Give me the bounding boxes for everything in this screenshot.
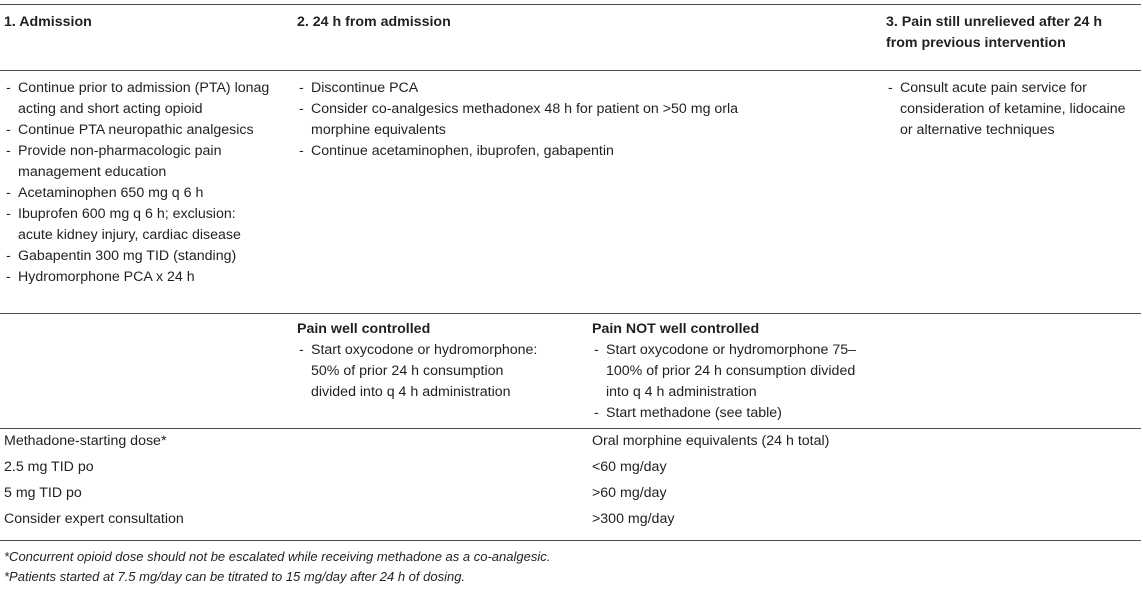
methadone-ome-row-3: >300 mg/day <box>592 511 675 527</box>
pain-not-well-controlled-list <box>592 340 867 424</box>
list-item: - Start oxycodone or hydromorphone: 50% of prior 24 h consumption divided into q 4 h administration <box>297 340 552 403</box>
admission-list <box>4 78 274 288</box>
list-item: - Acetaminophen 650 mg q 6 h <box>4 183 274 204</box>
list-item: - Start methadone (see table) <box>592 403 867 424</box>
column-header-24h: 2. 24 h from admission <box>297 14 451 30</box>
list-item: - Continue acetaminophen, ibuprofen, gabapentin <box>297 141 792 162</box>
list-item: - Consider co-analgesics methadonex 48 h for patient on >50 mg orla morphine equivalents <box>297 99 792 141</box>
list-item: - Consult acute pain service for consideration of ketamine, lidocaine or alternative techniques <box>886 78 1134 141</box>
unrelieved-list <box>886 78 1134 141</box>
list-item: - Gabapentin 300 mg TID (standing) <box>4 246 274 267</box>
methadone-dose-row-2: 5 mg TID po <box>4 485 82 501</box>
column-header-unrelieved-line1: 3. Pain still unrelieved after 24 h <box>886 14 1103 30</box>
footnotes <box>4 547 1134 587</box>
rule-top <box>0 4 1141 5</box>
methadone-header-dose: Methadone-starting dose* <box>4 433 167 449</box>
list-item: - Start oxycodone or hydromorphone 75–100% of prior 24 h consumption divided into q 4 h administration <box>592 340 867 403</box>
rule-after-control-rows <box>0 428 1141 429</box>
methadone-dose-row-1: 2.5 mg TID po <box>4 459 94 475</box>
pain-well-controlled-cell <box>297 319 552 403</box>
list-item: - Continue PTA neuropathic analgesics <box>4 120 274 141</box>
footnote-1: *Concurrent opioid dose should not be escalated while receiving methadone as a co-analgesic. <box>4 549 551 564</box>
methadone-ome-row-1: <60 mg/day <box>592 459 667 475</box>
list-item: - Ibuprofen 600 mg q 6 h; exclusion: acute kidney injury, cardiac disease <box>4 204 274 246</box>
list-item: - Provide non-pharmacologic pain management education <box>4 141 274 183</box>
rule-after-header <box>0 70 1141 71</box>
methadone-ome-row-2: >60 mg/day <box>592 485 667 501</box>
pain-not-well-controlled-cell <box>592 319 867 424</box>
rule-bottom <box>0 540 1141 541</box>
methadone-dose-row-3: Consider expert consultation <box>4 511 184 527</box>
pain-well-controlled-title: Pain well controlled <box>297 321 431 337</box>
column-header-admission: 1. Admission <box>4 14 92 30</box>
pain-well-controlled-list <box>297 340 552 403</box>
list-item: - Continue prior to admission (PTA) lonag acting and short acting opioid <box>4 78 274 120</box>
column-header-unrelieved <box>886 12 1136 54</box>
methadone-header-ome: Oral morphine equivalents (24 h total) <box>592 433 830 449</box>
column-header-unrelieved-line2: from previous intervention <box>886 35 1066 51</box>
list-item: - Hydromorphone PCA x 24 h <box>4 267 274 288</box>
pain-not-well-controlled-title: Pain NOT well controlled <box>592 321 760 337</box>
day24-list <box>297 78 792 162</box>
footnote-2: *Patients started at 7.5 mg/day can be titrated to 15 mg/day after 24 h of dosing. <box>4 569 466 584</box>
rule-after-phase-rows <box>0 313 1141 314</box>
list-item: - Discontinue PCA <box>297 78 792 99</box>
